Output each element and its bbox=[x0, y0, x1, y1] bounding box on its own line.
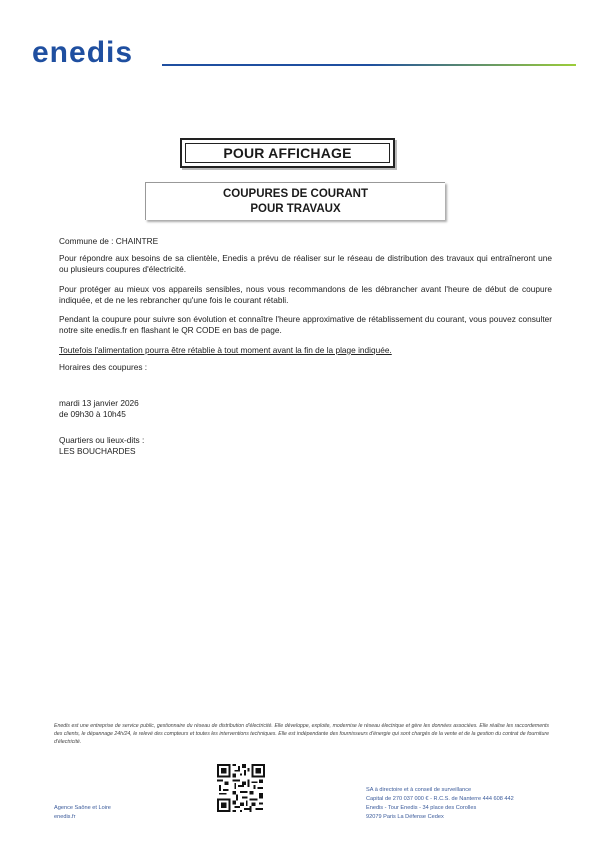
company-form: SA à directoire et à conseil de surveillance bbox=[366, 787, 472, 793]
subtitle-line-2: POUR TRAVAUX bbox=[250, 203, 341, 215]
restoration-warning: Toutefois l'alimentation pourra être rétablie à tout moment avant la fin de la plage indiquée. bbox=[59, 345, 392, 355]
title-frame bbox=[180, 138, 395, 168]
company-city: 92079 Paris La Défense Cedex bbox=[366, 814, 444, 820]
paragraph-qr-info: Pendant la coupure pour suivre son évolution et connaître l'heure approximative de rétablissement du courant, vous pouvez consulter notre site enedis.fr en flashant le QR CODE en bas de page. bbox=[59, 314, 552, 335]
enedis-logo: enedis bbox=[32, 36, 134, 69]
hours-label: Horaires des coupures : bbox=[59, 362, 148, 372]
outage-date: mardi 13 janvier 2026 bbox=[59, 398, 139, 408]
outage-time: de 09h30 à 10h45 bbox=[59, 409, 126, 419]
company-address: Enedis - Tour Enedis - 34 place des Corolles bbox=[366, 805, 477, 811]
paragraph-appliances: Pour protéger au mieux vos appareils sensibles, nous vous recommandons de les débrancher avant l'heure de début de coupure indiquée, et de ne les rebrancher qu'une fois le courant rétabli. bbox=[59, 284, 552, 305]
areas-label: Quartiers ou lieux-dits : bbox=[59, 435, 145, 445]
subtitle-box bbox=[145, 182, 445, 220]
area-name: LES BOUCHARDES bbox=[59, 446, 136, 456]
footer-company-info bbox=[366, 786, 514, 822]
website-link[interactable]: enedis.fr bbox=[54, 814, 76, 820]
company-capital: Capital de 270 037 000 € - R.C.S. de Nanterre 444 608 442 bbox=[366, 796, 514, 802]
agency-name: Agence Saône et Loire bbox=[54, 805, 111, 811]
paragraph-intro: Pour répondre aux besoins de sa clientèle, Enedis a prévu de réaliser sur le réseau de distribution des travaux qui entraîneront une ou plusieurs coupures d'électricité. bbox=[59, 253, 552, 274]
commune-line: Commune de : CHAINTRE bbox=[59, 236, 159, 246]
footer-agency bbox=[54, 804, 111, 822]
footer-legal-note: Enedis est une entreprise de service public, gestionnaire du réseau de distribution d'électricité. Elle développe, exploite, modernise le réseau électrique et gère les données associées. Elle réalise les raccordements des clients, le dépannage 24h/24, le relevé des compteurs et toutes les interventions techniques. Elle est indépendante des fournisseurs d'énergie qui sont chargés de la vente et de la gestion du contrat de fourniture d'électricité. bbox=[54, 723, 549, 745]
subtitle-line-1: COUPURES DE COURANT bbox=[222, 188, 369, 200]
document-title: POUR AFFICHAGE bbox=[185, 143, 390, 163]
logo-rule bbox=[162, 64, 576, 66]
qr-code-icon[interactable] bbox=[217, 764, 265, 812]
